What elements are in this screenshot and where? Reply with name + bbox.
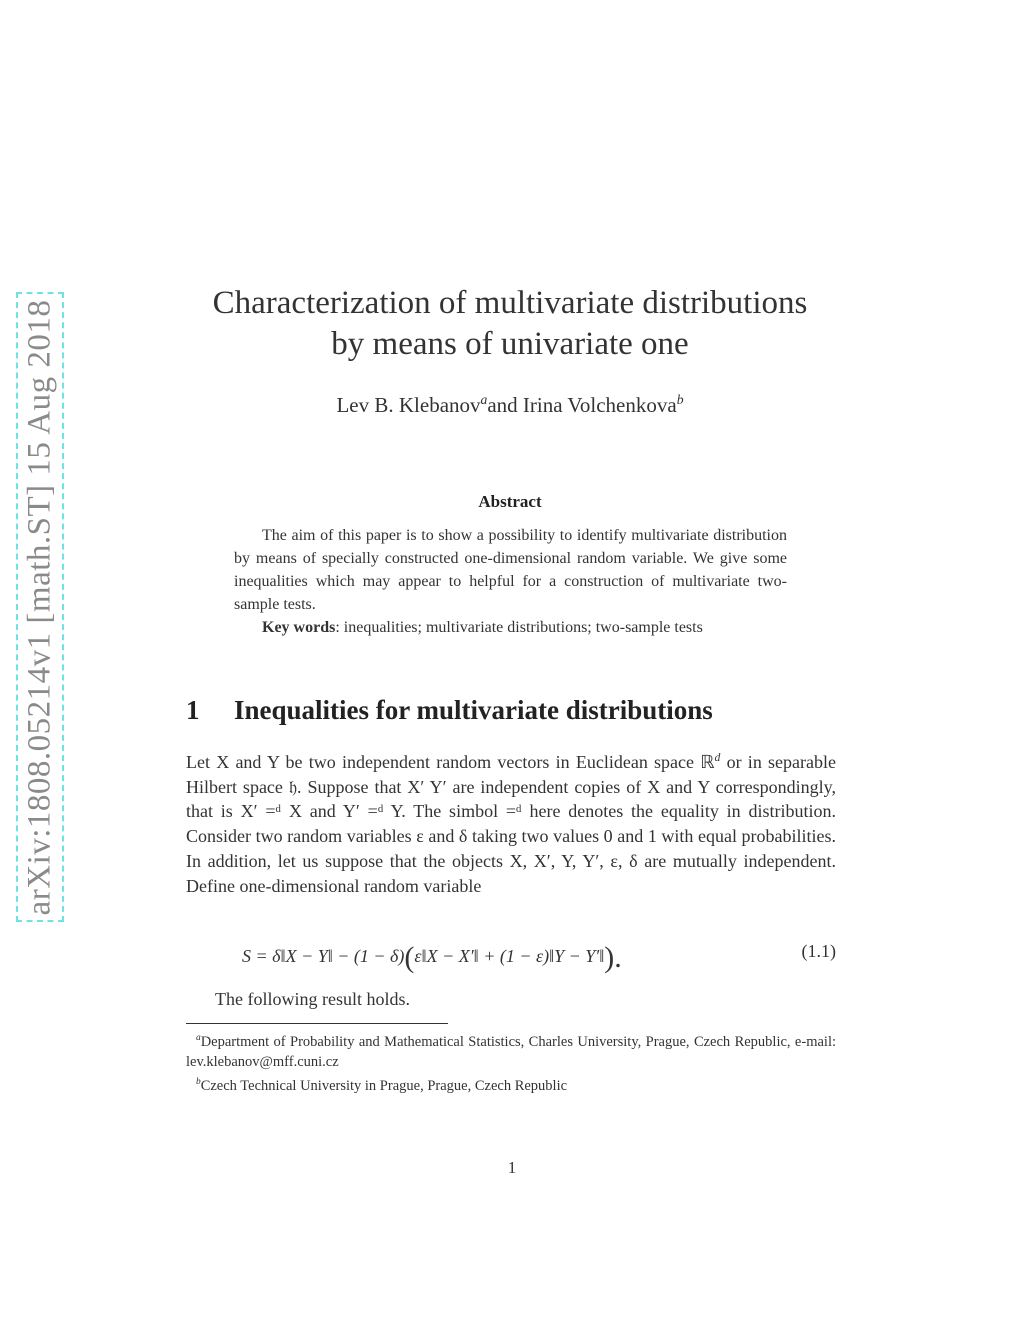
footnote-a-mark: a	[196, 1033, 201, 1043]
arxiv-identifier: arXiv:1808.05214v1 [math.ST] 15 Aug 2018	[21, 299, 58, 915]
affiliation-mark-a: a	[480, 392, 488, 407]
abstract-text: The aim of this paper is to show a possibility to identify multivariate distribution by means of specially constructed one-dimensional random variable. We give some inequalities which may appear to helpful for a construction of multivariate two-sample tests.	[234, 527, 787, 613]
footnote-a	[186, 1028, 836, 1072]
footnote-rule	[186, 1023, 448, 1024]
title-line-1: Characterization of multivariate distributions	[212, 285, 808, 321]
footnotes	[186, 1028, 836, 1096]
authors	[160, 392, 860, 418]
author-connector: and Irina Volchenkova	[487, 393, 677, 417]
equation-formula	[242, 941, 622, 975]
paper-title	[160, 283, 860, 365]
section-title: Inequalities for multivariate distributions	[234, 695, 713, 725]
keywords-label: Key words	[262, 619, 336, 636]
abstract	[234, 524, 787, 639]
keywords	[234, 616, 787, 639]
equation-close-paren: ).	[604, 941, 622, 974]
page-number: 1	[507, 1158, 517, 1177]
equation-open-paren: (	[404, 941, 415, 974]
equation-1-1	[186, 935, 836, 974]
section-heading	[186, 695, 713, 726]
footnote-b-mark: b	[196, 1076, 201, 1087]
arxiv-stamp	[16, 292, 64, 922]
dimension-superscript: d	[714, 751, 721, 764]
section-number: 1	[186, 695, 200, 725]
abstract-heading: Abstract	[478, 492, 542, 511]
affiliation-mark-b: b	[676, 392, 684, 407]
body-text-part-2: or in separable Hilbert space 𝔥. Suppose that X′ Y′ are independent copies of X and Y correspondingly, that is X′ =ᵈ X and Y′ =ᵈ Y. The simbol =ᵈ here denotes the equality in distribution. Consider two random variables ε and δ taking two values 0 and 1 with equal probabilities. In addition, let us suppose that the objects X, X′, Y, Y′, ε, δ are mutually independent. Define one-dimensional random variable	[186, 752, 836, 896]
result-intro: The following result holds.	[215, 989, 410, 1009]
footnote-a-text: Department of Probability and Mathematical Statistics, Charles University, Prague, Czech Republic, e-mail: lev.klebanov@mff.cuni.cz	[186, 1033, 836, 1070]
equation-number: (1.1)	[801, 941, 836, 961]
footnote-b-text: Czech Technical University in Prague, Prague, Czech Republic	[200, 1077, 568, 1094]
body-text-part-1: Let X and Y be two independent random vectors in Euclidean space ℝ	[186, 752, 715, 772]
equation-left: S = δ‖X − Y‖ − (1 − δ)	[242, 946, 405, 966]
keywords-list: : inequalities; multivariate distributions; two-sample tests	[335, 619, 703, 636]
title-line-2: by means of univariate one	[331, 326, 689, 362]
body-text	[186, 746, 836, 898]
footnote-b	[186, 1072, 836, 1096]
author-1: Lev B. Klebanov	[336, 393, 481, 417]
equation-inner: ε‖X − X′‖ + (1 − ε)‖Y − Y′‖	[414, 946, 605, 966]
body-paragraph	[186, 746, 836, 898]
